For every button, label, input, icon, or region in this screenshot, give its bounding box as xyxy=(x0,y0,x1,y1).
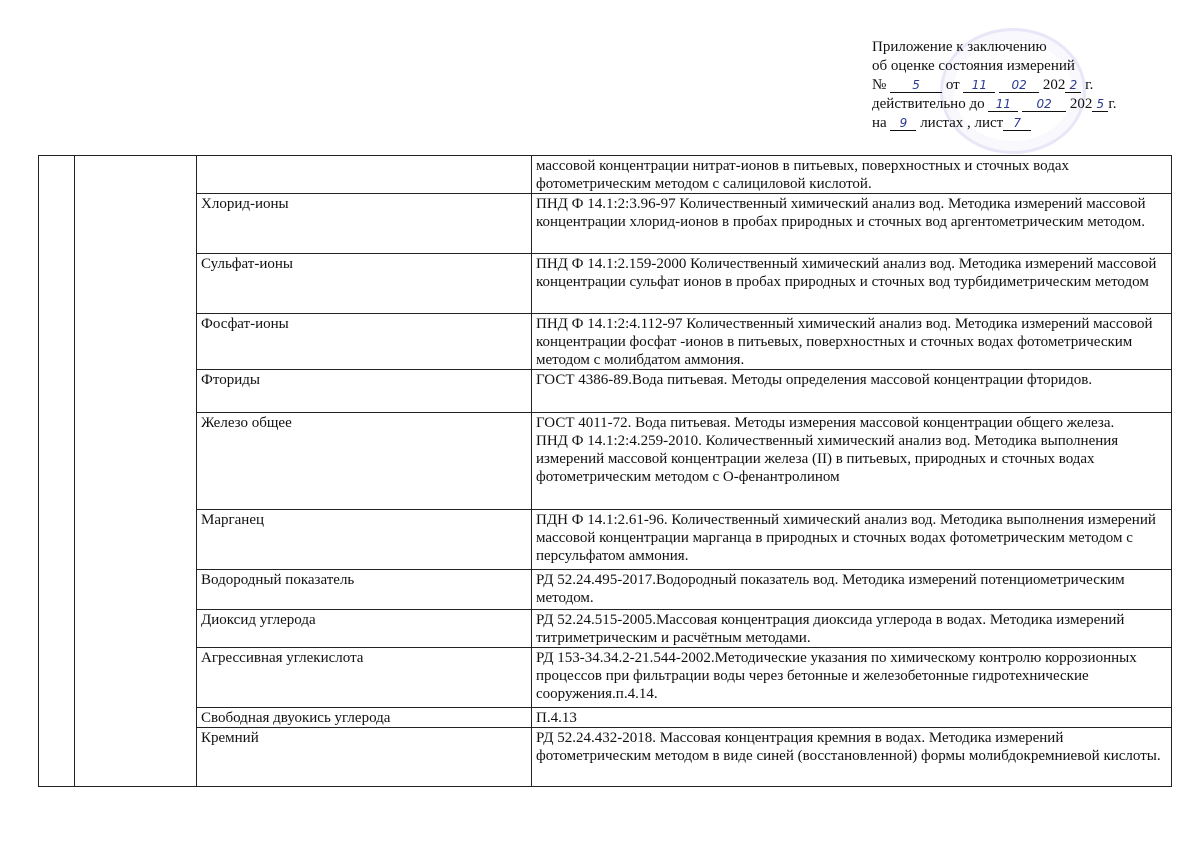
component-cell: Диоксид углерода xyxy=(197,610,532,648)
header-line-2 xyxy=(872,57,1192,76)
table-row xyxy=(39,156,1172,194)
method-cell: РД 153-34.34.2-21.544-2002.Методические указания по химическому контролю коррозионных процессов при фильтрации воды через бетонные и железобетонные гидротехнические сооружения.п.4.14. xyxy=(532,648,1172,708)
table-row xyxy=(39,570,1172,610)
table-row xyxy=(39,254,1172,314)
sheets-count: 9 xyxy=(890,116,916,131)
header-valid-line xyxy=(872,95,1192,114)
table-row xyxy=(39,194,1172,254)
method-cell: РД 52.24.432-2018. Массовая концентрация кремния в водах. Методика измерений фотометрическим методом в виде синей (восстановленной) формы молибдокремниевой кислоты. xyxy=(532,728,1172,787)
valid-month: 02 xyxy=(1022,97,1066,112)
method-cell: П.4.13 xyxy=(532,708,1172,728)
component-cell xyxy=(197,156,532,194)
component-cell: Марганец xyxy=(197,510,532,570)
year-prefix: 202 xyxy=(1042,77,1066,93)
valid-year-digit: 5 xyxy=(1092,97,1108,112)
table-row xyxy=(39,610,1172,648)
component-cell: Фосфат-ионы xyxy=(197,314,532,370)
valid-year-prefix: 202 xyxy=(1069,96,1093,112)
table-row xyxy=(39,413,1172,510)
table-row xyxy=(39,728,1172,787)
sheets-label: листах , лист xyxy=(920,115,1004,131)
year-suffix: г. xyxy=(1085,77,1094,93)
row-number-cell xyxy=(39,156,75,787)
table-row xyxy=(39,314,1172,370)
year-digit: 2 xyxy=(1065,78,1081,93)
header-number-line xyxy=(872,76,1192,95)
method-cell: массовой концентрации нитрат-ионов в питьевых, поверхностных и сточных водах фотометрическим методом с салициловой кислотой. xyxy=(532,156,1172,194)
table-row xyxy=(39,510,1172,570)
on-label: на xyxy=(872,115,887,131)
object-cell xyxy=(75,156,197,787)
method-cell: РД 52.24.515-2005.Массовая концентрация диоксида углерода в водах. Методика измерений титриметрическим и расчётным методами. xyxy=(532,610,1172,648)
header-line-1 xyxy=(872,38,1192,57)
date-day: 11 xyxy=(963,78,995,93)
component-cell: Железо общее xyxy=(197,413,532,510)
component-cell: Водородный показатель xyxy=(197,570,532,610)
component-cell: Хлорид-ионы xyxy=(197,194,532,254)
date-month: 02 xyxy=(999,78,1039,93)
header-title: Приложение к заключению xyxy=(872,39,1047,55)
method-cell: ГОСТ 4386-89.Вода питьевая. Методы определения массовой концентрации фторидов. xyxy=(532,370,1172,413)
component-cell: Кремний xyxy=(197,728,532,787)
method-cell: ПНД Ф 14.1:2:3.96-97 Количественный химический анализ вод. Методика измерений массовой концентрации хлорид-ионов в пробах природных и сточных вод аргентометрическим методом. xyxy=(532,194,1172,254)
sheet-number: 7 xyxy=(1003,116,1031,131)
number-label: № xyxy=(872,77,887,93)
method-cell: ПНД Ф 14.1:2:4.112-97 Количественный химический анализ вод. Методика измерений массовой концентрации фосфат -ионов в питьевых, поверхностных и сточных водах фотометрическим методом с молибдатом аммония. xyxy=(532,314,1172,370)
component-cell: Фториды xyxy=(197,370,532,413)
valid-until-label: действительно до xyxy=(872,96,985,112)
valid-year-suffix: г. xyxy=(1108,96,1117,112)
component-cell: Свободная двуокись углерода xyxy=(197,708,532,728)
header-sheets-line xyxy=(872,114,1192,133)
component-cell: Агрессивная углекислота xyxy=(197,648,532,708)
component-cell: Сульфат-ионы xyxy=(197,254,532,314)
table-row xyxy=(39,648,1172,708)
methods-table xyxy=(38,155,1172,787)
from-label: от xyxy=(945,77,960,93)
table-row xyxy=(39,370,1172,413)
header-subtitle: об оценке состояния измерений xyxy=(872,58,1075,74)
appendix-header xyxy=(872,38,1192,133)
method-cell: ГОСТ 4011-72. Вода питьевая. Методы измерения массовой концентрации общего железа. ПНД Ф 14.1:2:4.259-2010. Количественный химический анализ вод. Методика выполнения измерений массовой концентрации железа (II) в питьевых, природных и сточных водах фотометрическим методом с О-фенантролином xyxy=(532,413,1172,510)
method-cell: ПНД Ф 14.1:2.159-2000 Количественный химический анализ вод. Методика измерений массовой концентрации сульфат ионов в пробах природных и сточных вод турбидиметрическим методом xyxy=(532,254,1172,314)
valid-day: 11 xyxy=(988,97,1018,112)
method-cell: РД 52.24.495-2017.Водородный показатель вод. Методика измерений потенциометрическим методом. xyxy=(532,570,1172,610)
method-cell: ПДН Ф 14.1:2.61-96. Количественный химический анализ вод. Методика выполнения измерений массовой концентрации марганца в природных и сточных водах фотометрическим методом с персульфатом аммония. xyxy=(532,510,1172,570)
document-number: 5 xyxy=(890,78,942,93)
table-row xyxy=(39,708,1172,728)
